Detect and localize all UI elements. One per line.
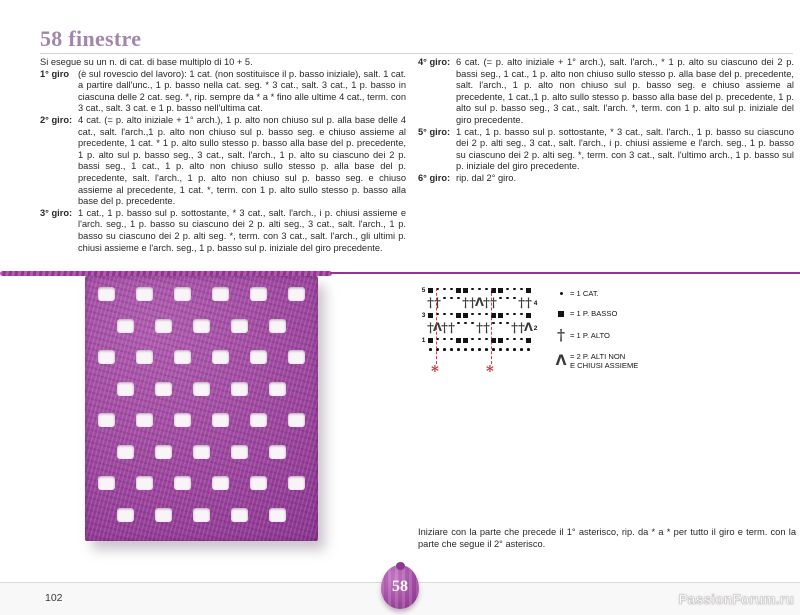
legend-label-chain: = 1 CAT. [570, 289, 599, 298]
swatch-hole [155, 319, 172, 333]
round-3-label: 3° giro: [40, 207, 73, 218]
swatch-hole [193, 508, 210, 522]
swatch-hole [136, 287, 153, 301]
chain-cord-thin-segment [330, 272, 800, 274]
chart-legend [552, 288, 638, 379]
swatch-hole [212, 413, 229, 427]
swatch-hole [231, 382, 248, 396]
swatch-hole [98, 350, 115, 364]
badge-number: 58 [392, 578, 408, 595]
swatch-hole [136, 476, 153, 490]
round-6-text: rip. dal 2° giro. [456, 172, 517, 183]
swatch-hole [117, 382, 134, 396]
swatch-hole [155, 508, 172, 522]
swatch-hole [231, 445, 248, 459]
swatch-hole [174, 350, 191, 364]
treble-stitch-icon: † [557, 326, 565, 344]
repeat-footer-note: Iniziare con la parte che precede il 1° asterisco, rip. da * a * per tutto il giro e term. con la parte che segue il 2° asterisco. [418, 527, 796, 549]
swatch-hole [288, 350, 305, 364]
legend-label-alto: = 1 P. ALTO [570, 331, 610, 340]
legend-item-alto [552, 328, 638, 343]
round-3-instruction [40, 208, 406, 254]
swatch-hole [117, 319, 134, 333]
swatch-hole [98, 287, 115, 301]
instructions-column-left [40, 57, 406, 254]
round-2-label: 2° giro: [40, 114, 73, 125]
swatch-hole [117, 508, 134, 522]
swatch-hole [174, 287, 191, 301]
title-divider [40, 53, 793, 54]
swatch-hole [193, 382, 210, 396]
swatch-hole [231, 508, 248, 522]
legend-item-due-alti [552, 352, 638, 370]
repeat-asterisk-left: * [431, 362, 439, 380]
swatch-hole [269, 508, 286, 522]
round-5-instruction [418, 127, 794, 173]
round-1-label: 1° giro [40, 68, 70, 79]
swatch-hole [250, 476, 267, 490]
repeat-line-left [436, 288, 437, 364]
crochet-swatch-photo [85, 276, 318, 541]
legend-label-basso: = 1 P. BASSO [570, 309, 618, 318]
repeat-asterisk-right: * [486, 362, 494, 380]
swatch-hole [212, 287, 229, 301]
swatch-hole [98, 476, 115, 490]
swatch-hole [193, 319, 210, 333]
swatch-hole [288, 476, 305, 490]
instructions-column-right [418, 57, 794, 185]
swatch-hole [136, 350, 153, 364]
swatch-hole [174, 413, 191, 427]
swatch-hole [231, 319, 248, 333]
pattern-number-badge [381, 565, 419, 609]
cluster-stitch-icon: Λ [555, 353, 567, 369]
page-number: 102 [45, 592, 63, 604]
round-1-instruction [40, 69, 406, 115]
swatch-hole [155, 445, 172, 459]
legend-item-basso [552, 308, 638, 319]
swatch-hole [155, 382, 172, 396]
chart-symbol-grid: 5 † † † † Λ † † † † 4 3 † Λ † † † † † † Λ 2 1 [420, 286, 540, 354]
swatch-hole [212, 350, 229, 364]
swatch-hole [250, 350, 267, 364]
watermark: PassionForum.ru [678, 592, 794, 607]
swatch-hole [98, 413, 115, 427]
swatch-hole [193, 445, 210, 459]
swatch-hole [269, 319, 286, 333]
swatch-hole [174, 476, 191, 490]
round-1-text: (è sul rovescio del lavoro): 1 cat. (non sostituisce il p. basso iniziale), salt. 1 cat. a partire dall'unc., 1 p. basso nella cat. seg. * 3 cat., salt. 3 cat., 1 p. basso in ciascuna delle 2 cat. seg. *, rip. sempre da * a * fino alle ultime 4 cat., term. con 3 cat., salt. 3 cat. e 1 p. basso nell'ultima cat. [78, 68, 406, 114]
round-2-instruction [40, 115, 406, 208]
swatch-hole [269, 445, 286, 459]
round-4-instruction [418, 57, 794, 127]
legend-item-chain [552, 288, 638, 299]
round-5-label: 5° giro: [418, 126, 451, 137]
repeat-line-right [491, 288, 492, 364]
chain-dot-icon [552, 292, 570, 295]
round-2-text: 4 cat. (= p. alto iniziale + 1° arch.), 1 p. alto non chiuso sul p. alla base delle 4 cat., salt. l'arch.,1 p. alto non chiuso sul p. basso seg. e chiuso assieme al precedente, 1 cat. * 1 p. alto sullo stesso p. basso alla base del p. precedente, 1 p. alto sul p. basso seg., 3 cat., salt. l'arch., 1 p. alto su ciascuno dei 2 p. bassi seg., 1 cat., 1 p. alto non chiuso sullo stesso p. alla base del p. precedente, salt. l'arch., 1 p. alto non chiuso sul p. basso seg. e chiuso assieme al precedente, 1 cat. *, term. con 1 p. alto sullo stesso p. basso alla base del p. precedente. [78, 114, 406, 207]
swatch-hole [212, 476, 229, 490]
round-6-label: 6° giro: [418, 172, 451, 183]
swatch-hole [288, 413, 305, 427]
round-4-label: 4° giro: [418, 57, 451, 67]
swatch-hole [117, 445, 134, 459]
crochet-chart [420, 286, 540, 386]
round-4-text: 6 cat. (= p. alto iniziale + 1° arch.), salt. l'arch., * 1 p. alto su ciascuno dei 2 p. bassi seg., 1 cat., 1 p. alto non chiuso sullo stesso p. alla base del p. precedente, salt. l'arch., 1 p. alto non chiuso sul p. basso seg. e chiuso assieme al precedente, 1 cat.,1 p. alto sullo stesso p. basso alla base del p. precedente, 1 p. alto sul p. basso seg., 3 cat., salt. l'arch. *, term. con 1 p. alto sul p. iniziale del giro precedente. [456, 57, 794, 125]
square-icon [552, 311, 570, 317]
legend-label-due-alti: = 2 P. ALTI NON E CHIUSI ASSIEME [570, 352, 639, 370]
swatch-hole [288, 287, 305, 301]
swatch-hole [136, 413, 153, 427]
swatch-hole [269, 382, 286, 396]
page-title: 58 finestre [40, 26, 142, 51]
round-5-text: 1 cat., 1 p. basso sul p. sottostante, * 3 cat., salt. l'arch., 1 p. basso su ciascuno dei 2 p. alti seg., 3 cat., salt. l'arch., i p. chiusi assieme e l'arch. seg., 1 p. basso su ciascuno dei 2 p. alti seg. *, term. con 3 cat., salt. l'ultimo arch., 1 p. basso sul p. iniziale del giro precedente. [456, 126, 794, 172]
swatch-hole [250, 287, 267, 301]
round-3-text: 1 cat., 1 p. basso sul p. sottostante, * 3 cat., salt. l'arch., i p. chiusi assieme e l'arch. seg., 1 p. basso su ciascuno dei 2 p. alti seg., 3 cat., salt. l'arch., 1 p. basso su ciascuno dei 2 p. alti seg. *, term. con 3 cat., salt. l'arch., gli ultimi p. chiusi assieme e l'arch. seg., 1 p. basso sul p. iniziale del giro precedente. [78, 207, 406, 253]
swatch-hole [250, 413, 267, 427]
round-6-instruction [418, 173, 794, 185]
pattern-intro: Si esegue su un n. di cat. di base multiplo di 10 + 5. [40, 57, 253, 67]
